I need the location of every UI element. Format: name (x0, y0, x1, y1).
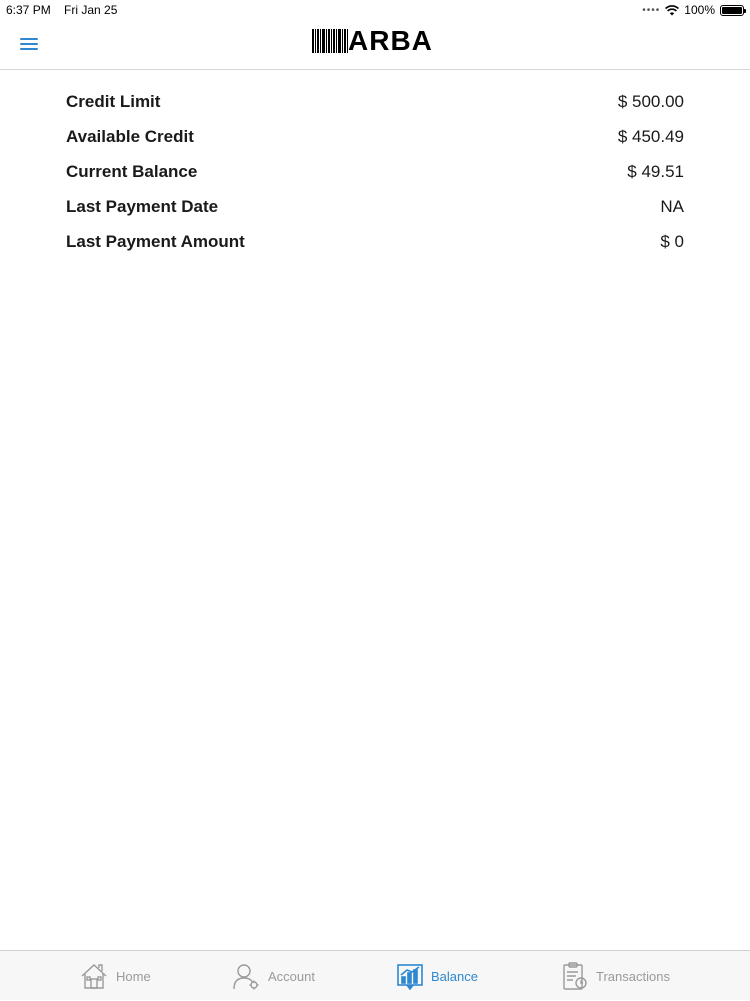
tab-account-label: Account (268, 968, 315, 984)
navigation-bar (0, 20, 750, 70)
battery-percent: 100% (684, 3, 715, 17)
credit-limit-label: Credit Limit (66, 91, 161, 111)
tab-balance-label: Balance (431, 968, 478, 984)
balance-row-last-payment-date (66, 189, 684, 224)
status-date: Fri Jan 25 (64, 3, 118, 17)
status-time-date (6, 3, 117, 17)
hamburger-menu-icon[interactable] (20, 36, 38, 52)
status-indicators (642, 3, 744, 17)
arba-logo (312, 26, 433, 56)
current-balance-value: $ 49.51 (627, 161, 684, 181)
tab-balance[interactable] (397, 951, 478, 1001)
home-icon (80, 962, 108, 990)
balance-row-available-credit (66, 119, 684, 154)
logo-text: ARBA (348, 25, 433, 56)
current-balance-label: Current Balance (66, 161, 198, 181)
status-bar (0, 0, 750, 20)
balance-row-last-payment-amount (66, 224, 684, 259)
barcode-icon (312, 29, 350, 53)
tab-bar (0, 950, 750, 1000)
last-payment-amount-label: Last Payment Amount (66, 231, 245, 251)
balance-row-current-balance (66, 154, 684, 189)
last-payment-amount-value: $ 0 (660, 231, 684, 251)
signal-dots-icon: •••• (642, 4, 661, 16)
clipboard-icon (562, 962, 588, 990)
wifi-icon (665, 5, 679, 16)
last-payment-date-value: NA (660, 196, 684, 216)
credit-limit-value: $ 500.00 (617, 91, 684, 111)
tab-transactions[interactable] (562, 951, 670, 1001)
available-credit-value: $ 450.49 (617, 126, 684, 146)
tab-transactions-label: Transactions (596, 968, 670, 984)
balance-row-credit-limit (66, 84, 684, 119)
tab-home-label: Home (116, 968, 151, 984)
balance-summary (66, 84, 684, 259)
last-payment-date-label: Last Payment Date (66, 196, 219, 216)
chart-icon (397, 962, 423, 990)
battery-icon (720, 5, 744, 16)
tab-home[interactable] (80, 951, 151, 1001)
tab-account[interactable] (232, 951, 315, 1001)
status-time: 6:37 PM (6, 3, 51, 17)
available-credit-label: Available Credit (66, 126, 194, 146)
user-icon (232, 962, 260, 990)
